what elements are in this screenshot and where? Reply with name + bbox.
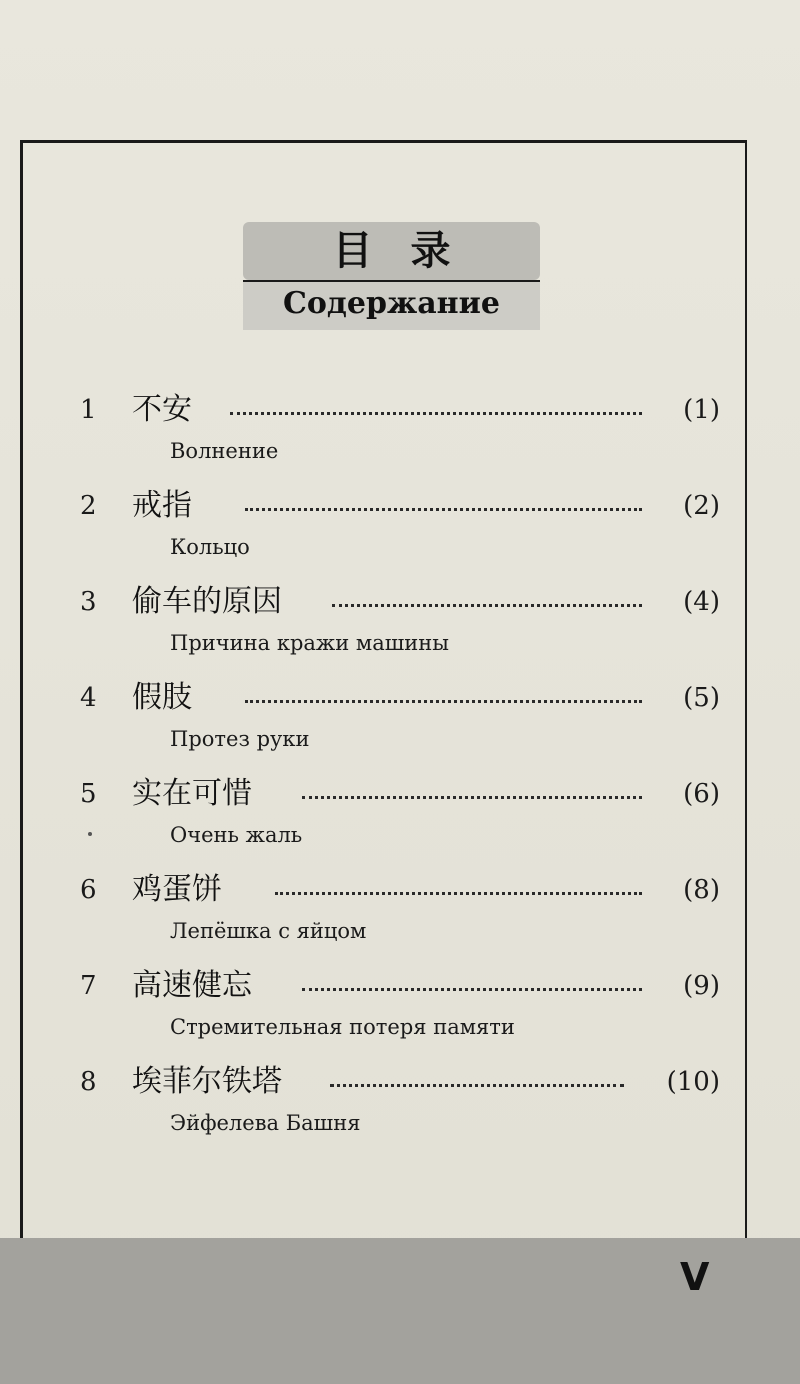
entry-chinese-title: 高速健忘 bbox=[132, 968, 252, 1003]
dot-leader bbox=[275, 888, 642, 895]
toc-entry bbox=[80, 872, 720, 962]
dot-leader bbox=[245, 504, 642, 511]
entry-chinese-title: 偷车的原因 bbox=[132, 584, 282, 619]
toc-entry bbox=[80, 968, 720, 1058]
stray-ink-dot bbox=[88, 832, 92, 836]
entry-page-number: (6) bbox=[683, 779, 720, 809]
entry-page-number: (8) bbox=[683, 875, 720, 905]
toc-entry bbox=[80, 488, 720, 578]
entry-chinese-title: 鸡蛋饼 bbox=[132, 872, 222, 907]
entry-russian-title: Эйфелева Башня bbox=[170, 1111, 361, 1135]
entry-page-number: (4) bbox=[683, 587, 720, 617]
entry-russian-title: Протез руки bbox=[170, 727, 310, 751]
entry-russian-title: Волнение bbox=[170, 439, 279, 463]
entry-page-number: (2) bbox=[683, 491, 720, 521]
dot-leader bbox=[230, 408, 642, 415]
entry-number: 7 bbox=[80, 971, 97, 1001]
entry-page-number: (5) bbox=[683, 683, 720, 713]
entry-russian-title: Стремительная потеря памяти bbox=[170, 1015, 515, 1039]
entry-page-number: (10) bbox=[666, 1067, 720, 1097]
dot-leader bbox=[302, 792, 642, 799]
title-russian: Содержание bbox=[283, 286, 500, 321]
page-number: V bbox=[680, 1255, 710, 1299]
entry-russian-title: Лепёшка с яйцом bbox=[170, 919, 367, 943]
dot-leader bbox=[245, 696, 642, 703]
entry-page-number: (9) bbox=[683, 971, 720, 1001]
entry-number: 8 bbox=[80, 1067, 97, 1097]
entry-chinese-title: 埃菲尔铁塔 bbox=[132, 1064, 282, 1099]
toc-entry bbox=[80, 584, 720, 674]
toc-entry bbox=[80, 392, 720, 482]
entry-page-number: (1) bbox=[683, 395, 720, 425]
dot-leader bbox=[302, 984, 642, 991]
entry-chinese-title: 实在可惜 bbox=[132, 776, 252, 811]
toc-entry bbox=[80, 1064, 720, 1154]
entry-chinese-title: 戒指 bbox=[132, 488, 192, 523]
entry-number: 1 bbox=[80, 395, 97, 425]
entry-russian-title: Причина кражи машины bbox=[170, 631, 449, 655]
toc-entry bbox=[80, 680, 720, 770]
entry-chinese-title: 假肢 bbox=[132, 680, 192, 715]
entry-number: 3 bbox=[80, 587, 97, 617]
entry-number: 2 bbox=[80, 491, 97, 521]
dot-leader bbox=[330, 1080, 624, 1087]
entry-number: 4 bbox=[80, 683, 97, 713]
dot-leader bbox=[332, 600, 642, 607]
entry-chinese-title: 不安 bbox=[132, 392, 192, 427]
toc-entry bbox=[80, 776, 720, 866]
entry-russian-title: Кольцо bbox=[170, 535, 250, 559]
title-chinese: 目录 bbox=[332, 228, 489, 274]
entry-russian-title: Очень жаль bbox=[170, 823, 303, 847]
entry-number: 6 bbox=[80, 875, 97, 905]
entry-number: 5 bbox=[80, 779, 97, 809]
